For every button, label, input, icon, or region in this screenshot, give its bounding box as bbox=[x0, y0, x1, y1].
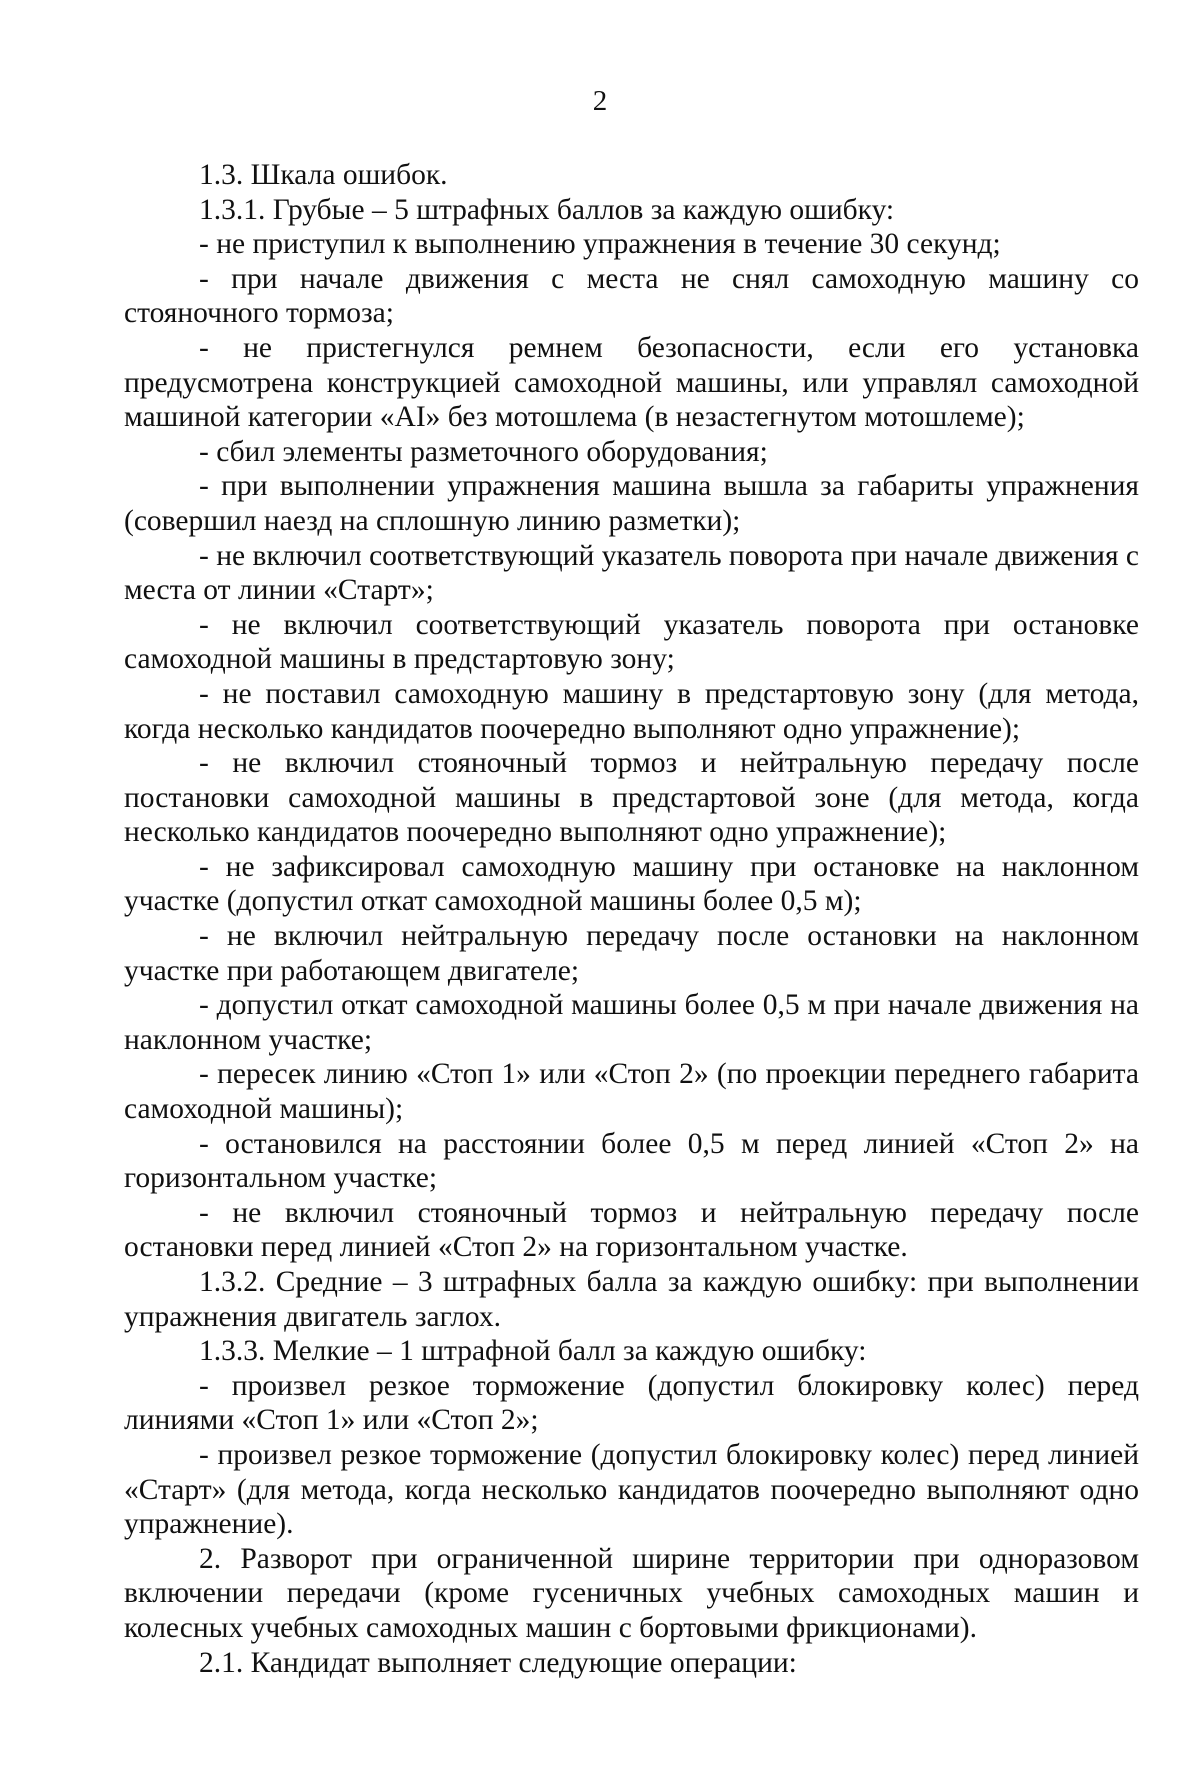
list-item: - допустил откат самоходной машины более 0,5 м при начале движения на наклонном участке; bbox=[124, 989, 1139, 1056]
subsection-heading-1-3-2: 1.3.2. Средние – 3 штрафных балла за каждую ошибку: при выполнении упражнения двигатель заглох. bbox=[124, 1266, 1139, 1333]
list-item: - не включил стояночный тормоз и нейтральную передачу после постановки самоходной машины в предстартовой зоне (для метода, когда несколько кандидатов поочередно выполняют одно упражнение); bbox=[124, 747, 1139, 849]
list-item: - произвел резкое торможение (допустил блокировку колес) перед линиями «Стоп 1» или «Стоп 2»; bbox=[124, 1369, 1139, 1437]
subsection-heading-1-3-1: 1.3.1. Грубые – 5 штрафных баллов за каждую ошибку: bbox=[199, 193, 895, 226]
document-body bbox=[124, 158, 1139, 1680]
subsection-heading-2-1: 2.1. Кандидат выполняет следующие операции: bbox=[199, 1646, 797, 1679]
page-number: 2 bbox=[592, 85, 608, 117]
list-item: - при начале движения с места не снял самоходную машину со стояночного тормоза; bbox=[124, 262, 1139, 330]
list-item: - остановился на расстоянии более 0,5 м перед линией «Стоп 2» на горизонтальном участке; bbox=[124, 1127, 1139, 1195]
list-item: - сбил элементы разметочного оборудования; bbox=[199, 435, 768, 468]
list-item: - не включил соответствующий указатель поворота при остановке самоходной машины в предстартовую зону; bbox=[124, 608, 1139, 676]
list-item: - не пристегнулся ремнем безопасности, если его установка предусмотрена конструкцией самоходной машины, или управлял самоходной машиной категории «AI» без мотошлема (в незастегнутом мотошлеме); bbox=[124, 331, 1139, 434]
subsection-heading-1-3-3: 1.3.3. Мелкие – 1 штрафной балл за каждую ошибку: bbox=[199, 1335, 867, 1368]
list-item: - не включил стояночный тормоз и нейтральную передачу после остановки перед линией «Стоп 2» на горизонтальном участке. bbox=[124, 1196, 1139, 1264]
list-item: - не поставил самоходную машину в предстартовую зону (для метода, когда несколько кандидатов поочередно выполняют одно упражнение); bbox=[124, 677, 1139, 745]
list-item: - при выполнении упражнения машина вышла за габариты упражнения (совершил наезд на сплошную линию разметки); bbox=[124, 470, 1139, 537]
section-heading-2: 2. Разворот при ограниченной ширине территории при одноразовом включении передачи (кроме гусеничных учебных самоходных машин и колесных учебных самоходных машин с бортовыми фрикционами). bbox=[124, 1542, 1139, 1644]
list-item: - пересек линию «Стоп 1» или «Стоп 2» (по проекции переднего габарита самоходной машины); bbox=[124, 1058, 1139, 1126]
list-item: - не включил нейтральную передачу после остановки на наклонном участке при работающем двигателе; bbox=[124, 920, 1139, 987]
list-item: - не приступил к выполнению упражнения в течение 30 секунд; bbox=[199, 228, 1001, 261]
list-item: - произвел резкое торможение (допустил блокировку колес) перед линией «Старт» (для метода, когда несколько кандидатов поочередно выполняют одно упражнение). bbox=[124, 1438, 1139, 1541]
section-heading-1-3: 1.3. Шкала ошибок. bbox=[199, 159, 448, 191]
list-item: - не зафиксировал самоходную машину при остановке на наклонном участке (допустил откат самоходной машины более 0,5 м); bbox=[124, 850, 1139, 918]
list-item: - не включил соответствующий указатель поворота при начале движения с места от линии «Старт»; bbox=[124, 539, 1139, 607]
